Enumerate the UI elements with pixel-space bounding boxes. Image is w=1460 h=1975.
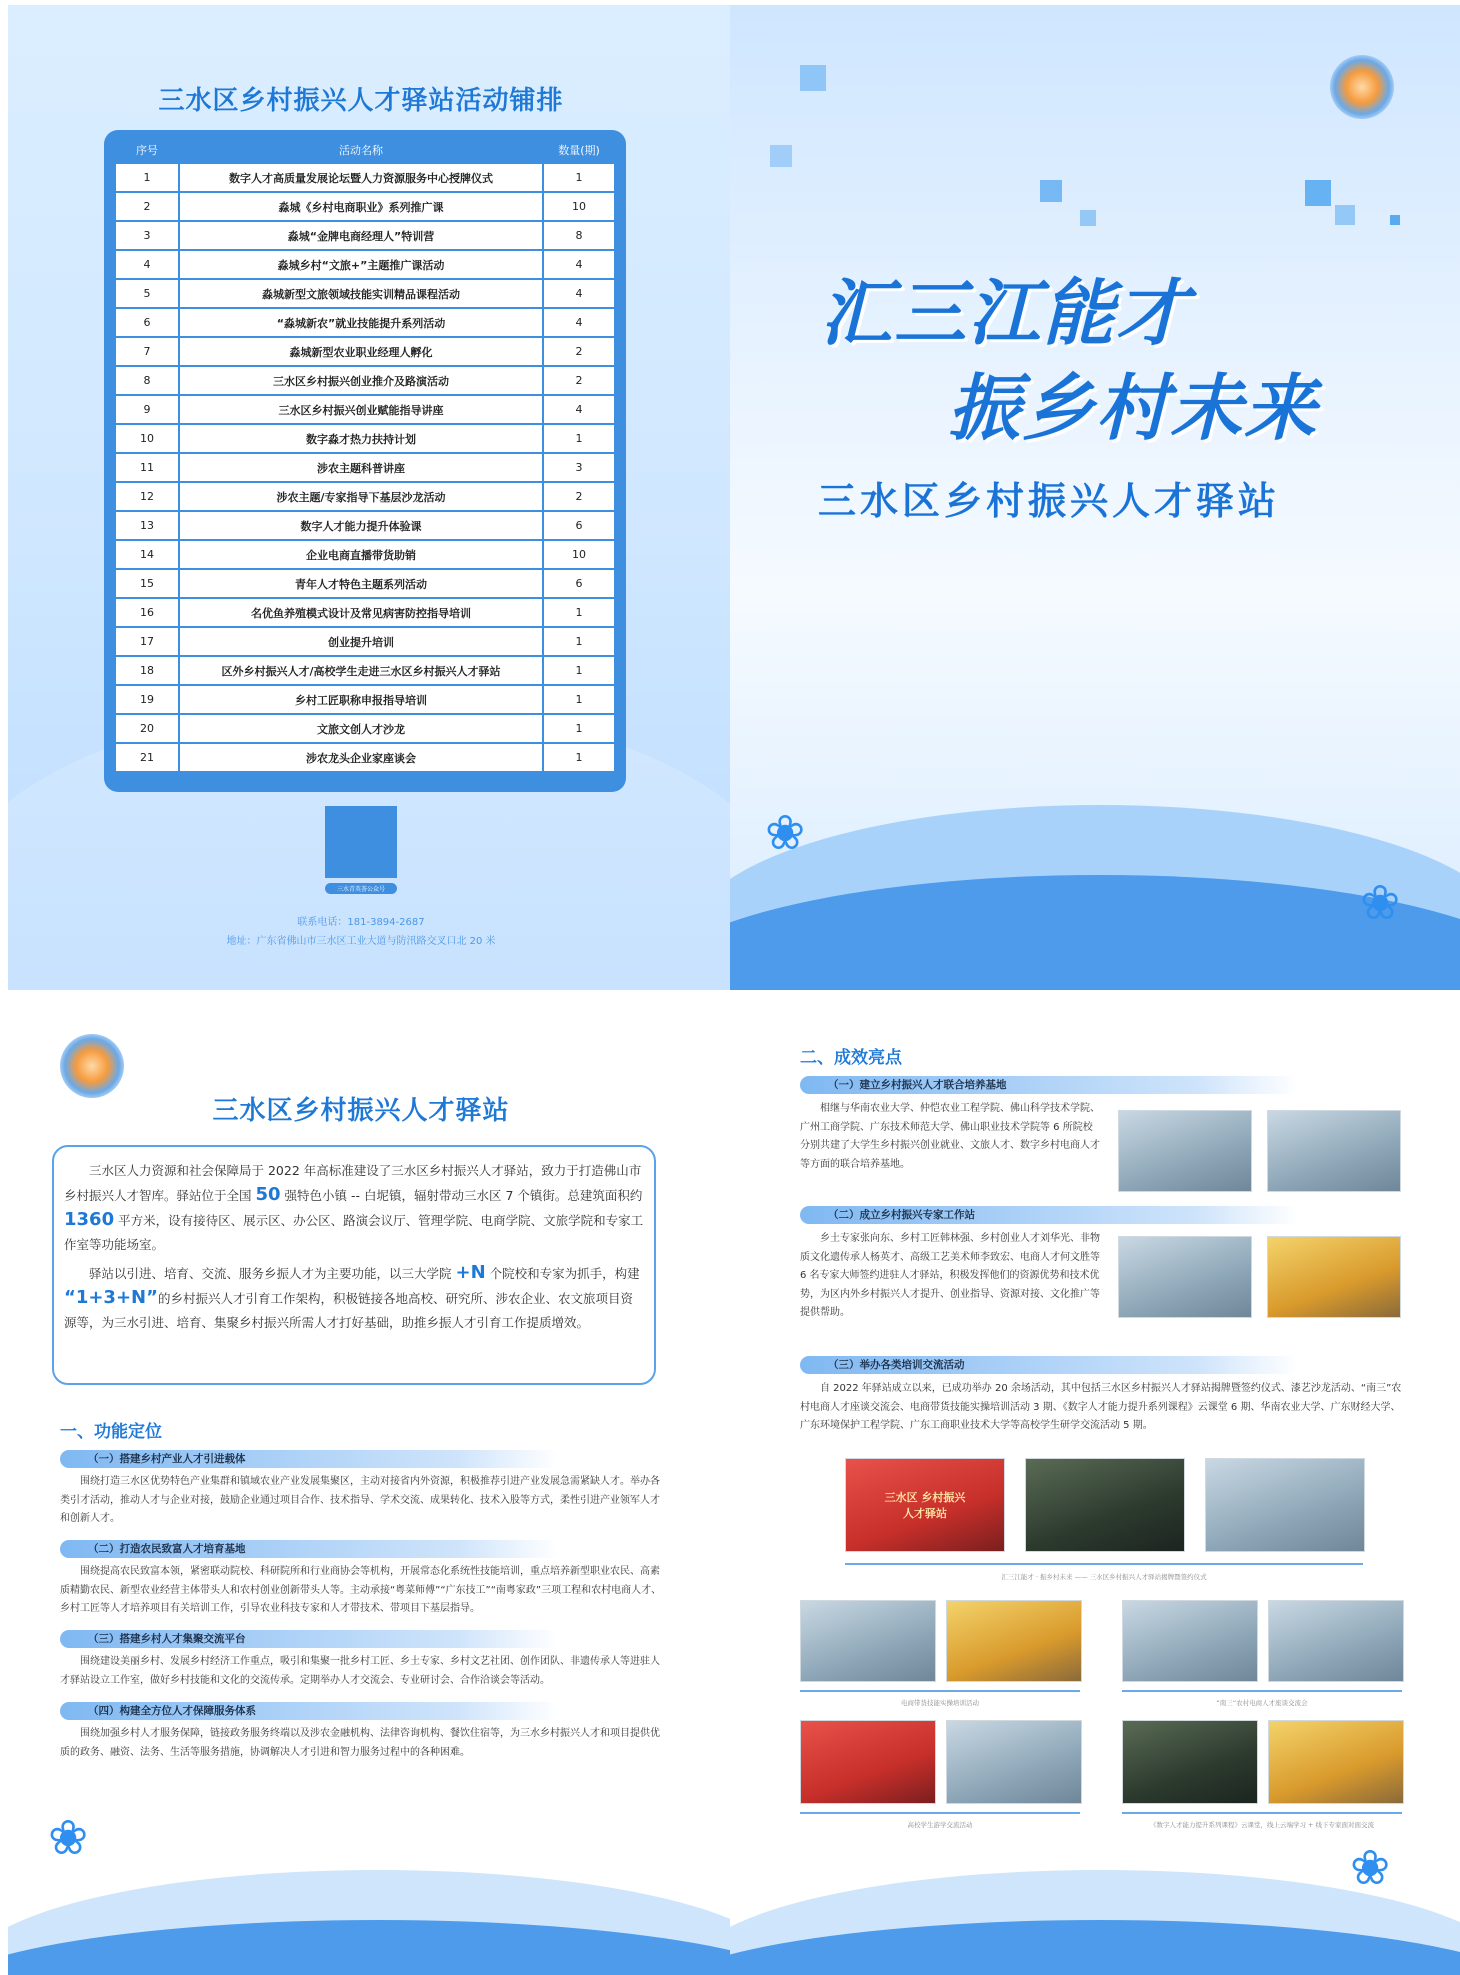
photo-caption: 电商带货技能实操培训活动 xyxy=(901,1699,979,1707)
activity-name: 企业电商直播带货助销 xyxy=(179,540,543,569)
activity-name: 区外乡村振兴人才/高校学生走进三水区乡村振兴人才驿站 xyxy=(179,656,543,685)
table-row xyxy=(115,395,615,424)
decor-square xyxy=(1335,205,1355,225)
highlight-model: “1+3+N” xyxy=(64,1287,158,1308)
activity-quantity: 10 xyxy=(543,540,615,569)
achievement-text: 自 2022 年驿站成立以来，已成功举办 20 余场活动，其中包括三水区乡村振兴人才驿站揭牌暨签约仪式、漆艺沙龙活动、“南三”农村电商人才座谈交流会、电商带货技能实操培训活动 3 期、《数字人才能力提升系列课程》云课堂 6 期、华南农业大学、广东财经大学、广东环境保护工程学院、广东工商职业技术大学等高校学生研学交流活动 5 期。 xyxy=(800,1383,1402,1431)
schedule-title: 三水区乡村振兴人才驿站活动铺排 xyxy=(158,86,564,116)
table-row xyxy=(115,569,615,598)
activity-quantity: 1 xyxy=(543,163,615,192)
highlight-number: +N xyxy=(455,1262,486,1283)
row-number: 12 xyxy=(115,482,179,511)
activity-name: 三水区乡村振兴创业推介及路演活动 xyxy=(179,366,543,395)
decor-square xyxy=(800,65,826,91)
cover-slogan-line1: 汇三江能才 xyxy=(820,271,1191,355)
photo-symposium-2 xyxy=(1268,1600,1404,1682)
activity-quantity: 1 xyxy=(543,714,615,743)
table-row xyxy=(115,221,615,250)
table-header-row xyxy=(115,138,615,163)
intro-text: 个院校和专家为抓手，构建 xyxy=(489,1266,640,1281)
function-text: 围绕打造三水区优势特色产业集群和镇域农业产业发展集聚区，主动对接省内外资源，积极推荐引进产业发展急需紧缺人才。举办各类引才活动，推动人才与企业对接，鼓励企业通过项目合作、技术指导、学术交流、成果转化、技术入股等方式，柔性引进产业领军人才和创新人才。 xyxy=(60,1476,660,1524)
photo-caption: 《数字人才能力提升系列课程》云课堂，线上云端学习 + 线下专家面对面交流 xyxy=(1149,1821,1375,1829)
function-subheading: （三）搭建乡村人才集聚交流平台 xyxy=(60,1630,558,1648)
row-number: 5 xyxy=(115,279,179,308)
logo-emblem-icon xyxy=(1330,55,1394,119)
row-number: 15 xyxy=(115,569,179,598)
intro-text: 三水区人力资源和社会保障局于 2022 年高标准建设了三水区乡村振兴人才驿站，致力于打造佛山市乡村振兴人才智库。驿站位于全国 xyxy=(64,1163,642,1203)
decor-square xyxy=(1040,180,1062,202)
activity-name: 淼城新型文旅领域技能实训精品课程活动 xyxy=(179,279,543,308)
photo-cloud-class-1 xyxy=(1122,1720,1258,1804)
achievement-text: 相继与华南农业大学、仲恺农业工程学院、佛山科学技术学院、广州工商学院、广东技术师范大学、佛山职业技术学院等 6 所院校分别共建了大学生乡村振兴创业就业、文旅人才、数字乡村电商人才等方面的联合培养基地。 xyxy=(800,1103,1100,1170)
table-row xyxy=(115,511,615,540)
activity-name: 数字人才高质量发展论坛暨人力资源服务中心授牌仪式 xyxy=(179,163,543,192)
activity-quantity: 1 xyxy=(543,656,615,685)
activity-quantity: 3 xyxy=(543,453,615,482)
table-row xyxy=(115,279,615,308)
photo-cloud-class-2 xyxy=(1268,1720,1404,1804)
intro-text: 驿站以引进、培育、交流、服务乡振人才为主要功能，以三大学院 xyxy=(89,1266,452,1281)
divider-line xyxy=(845,1563,1363,1565)
schedule-table-panel xyxy=(104,130,626,792)
activity-quantity: 4 xyxy=(543,279,615,308)
photo-signing xyxy=(1025,1458,1185,1552)
schedule-table xyxy=(114,138,616,773)
photo-ecommerce-training-1 xyxy=(800,1600,936,1682)
table-row xyxy=(115,308,615,337)
table-row xyxy=(115,250,615,279)
row-number: 6 xyxy=(115,308,179,337)
divider-line xyxy=(800,1690,1080,1692)
activity-name: 淼城“金牌电商经理人”特训营 xyxy=(179,221,543,250)
activity-quantity: 1 xyxy=(543,598,615,627)
function-text: 围绕提高农民致富本领，紧密联动院校、科研院所和行业商协会等机构，开展常态化系统性技能培训，重点培养新型职业农民、高素质精勤农民、新型农业经营主体带头人和农村创业创新带头人等。主动承接“粤菜师傅”“广东技工”“南粤家政”三项工程和农村电商人才、乡村工匠等人才培养项目有关培训工作，引导农业科技专家和人才带技术、带项目下基层指导。 xyxy=(60,1566,662,1614)
table-row xyxy=(115,192,615,221)
activity-quantity: 6 xyxy=(543,569,615,598)
contact-block xyxy=(0,913,722,951)
highlight-number: 50 xyxy=(255,1184,281,1205)
row-number: 4 xyxy=(115,250,179,279)
activity-name: 涉农主题/专家指导下基层沙龙活动 xyxy=(179,482,543,511)
table-row xyxy=(115,743,615,772)
row-number: 21 xyxy=(115,743,179,772)
intro-text: 强特色小镇 -- 白坭镇，辐射带动三水区 7 个镇街。总建筑面积约 xyxy=(284,1188,643,1203)
activity-quantity: 2 xyxy=(543,482,615,511)
achievement-subheading: （一）建立乡村振兴人才联合培养基地 xyxy=(800,1076,1298,1094)
divider-line xyxy=(1122,1690,1402,1692)
function-text: 围绕加强乡村人才服务保障，链接政务服务终端以及涉农金融机构、法律咨询机构、餐饮住宿等，为三水乡村振兴人才和项目提供优质的政务、融资、法务、生活等服务措施，协调解决人才引进和智力服务过程中的各种困难。 xyxy=(60,1728,660,1758)
decor-square xyxy=(770,145,792,167)
cover-slogan-line2: 振乡村未来 xyxy=(948,366,1319,450)
intro-text: 的乡村振兴人才引育工作架构，积极链接各地高校、研究所、涉农企业、农文旅项目资源等，为三水引进、培育、集聚乡村振兴所需人才打好基础，助推乡振人才引育工作提质增效。 xyxy=(64,1291,633,1330)
lotus-flower-icon: ❀ xyxy=(765,805,806,861)
header-activity: 活动名称 xyxy=(339,144,383,157)
table-row xyxy=(115,163,615,192)
activity-quantity: 1 xyxy=(543,743,615,772)
activity-quantity: 8 xyxy=(543,221,615,250)
decor-square xyxy=(1390,215,1400,225)
row-number: 14 xyxy=(115,540,179,569)
lotus-flower-icon: ❀ xyxy=(48,1810,89,1866)
functions-heading: 一、功能定位 xyxy=(60,1422,162,1442)
activity-quantity: 1 xyxy=(543,424,615,453)
achievement-subheading: （二）成立乡村振兴专家工作站 xyxy=(800,1206,1298,1224)
activity-name: 淼城《乡村电商职业》系列推广课 xyxy=(179,192,543,221)
table-row xyxy=(115,540,615,569)
activity-name: “淼城新农”就业技能提升系列活动 xyxy=(179,308,543,337)
table-row xyxy=(115,424,615,453)
divider-line xyxy=(800,1812,1080,1814)
row-number: 7 xyxy=(115,337,179,366)
header-no: 序号 xyxy=(136,144,158,157)
achievement-text: 乡土专家张向东、乡村工匠韩林强、乡村创业人才刘华光、非物质文化遗传承人杨英才、高级工艺美术师李致宏、电商人才何文胜等 6 名专家大师签约进驻人才驿站，积极发挥他们的资源优势和技术优势，为区内外乡村振兴人才提升、创业指导、资源对接、文化推广等提供帮助。 xyxy=(800,1233,1100,1318)
table-row xyxy=(115,366,615,395)
intro-paragraph-1 xyxy=(54,1147,654,1257)
activity-name: 乡村工匠职称申报指导培训 xyxy=(179,685,543,714)
intro-box xyxy=(52,1145,656,1385)
activity-quantity: 4 xyxy=(543,395,615,424)
row-number: 9 xyxy=(115,395,179,424)
intro-text: 平方米，设有接待区、展示区、办公区、路演会议厅、管理学院、电商学院、文旅学院和专家工作室等功能场室。 xyxy=(64,1213,644,1252)
decor-square xyxy=(1080,210,1096,226)
contact-phone: 联系电话：181-3894-2687 xyxy=(297,917,425,928)
activity-name: 三水区乡村振兴创业赋能指导讲座 xyxy=(179,395,543,424)
contact-address: 地址：广东省佛山市三水区工业大道与防汛路交叉口北 20 米 xyxy=(226,936,496,947)
photo-expert-station-2 xyxy=(1267,1236,1401,1318)
function-subheading: （二）打造农民致富人才培育基地 xyxy=(60,1540,558,1558)
achievements-heading: 二、成效亮点 xyxy=(800,1048,902,1068)
row-number: 18 xyxy=(115,656,179,685)
table-row xyxy=(115,685,615,714)
row-number: 13 xyxy=(115,511,179,540)
highlight-number: 1360 xyxy=(64,1209,115,1230)
table-row xyxy=(115,482,615,511)
activity-name: 创业提升培训 xyxy=(179,627,543,656)
activity-name: 涉农主题科普讲座 xyxy=(179,453,543,482)
photo-symposium-1 xyxy=(1122,1600,1258,1682)
table-row xyxy=(115,714,615,743)
activity-name: 青年人才特色主题系列活动 xyxy=(179,569,543,598)
row-number: 20 xyxy=(115,714,179,743)
header-qty: 数量(期) xyxy=(558,144,600,157)
photo-caption: “南三”农村电商人才座谈交流会 xyxy=(1216,1699,1308,1707)
function-subheading: （一）搭建乡村产业人才引进载体 xyxy=(60,1450,558,1468)
photo-ecommerce-training-2 xyxy=(946,1600,1082,1682)
table-row xyxy=(115,337,615,366)
photo-banner-text: 三水区 乡村振兴人才驿站 xyxy=(884,1491,966,1520)
activity-name: 文旅文创人才沙龙 xyxy=(179,714,543,743)
activity-quantity: 1 xyxy=(543,685,615,714)
photo-partner-base-2 xyxy=(1267,1110,1401,1192)
qr-caption: 三水青英荟公众号 xyxy=(325,883,397,894)
intro-title: 三水区乡村振兴人才驿站 xyxy=(212,1096,510,1126)
photo-student-study-1 xyxy=(800,1720,936,1804)
activity-quantity: 2 xyxy=(543,366,615,395)
row-number: 19 xyxy=(115,685,179,714)
lotus-flower-icon: ❀ xyxy=(1360,875,1401,931)
row-number: 2 xyxy=(115,192,179,221)
activity-name: 淼城新型农业职业经理人孵化 xyxy=(179,337,543,366)
activity-quantity: 10 xyxy=(543,192,615,221)
function-text: 围绕建设美丽乡村、发展乡村经济工作重点，吸引和集聚一批乡村工匠、乡土专家、乡村文艺社团、创作团队、非遗传承人等进驻人才驿站设立工作室，做好乡村技能和文化的交流传承。定期举办人才交流会、专业研讨会、合作洽谈会等活动。 xyxy=(60,1656,660,1686)
photo-caption: 汇三江能才 · 振乡村未来 —— 三水区乡村振兴人才驿站揭牌暨签约仪式 xyxy=(1001,1573,1207,1581)
table-row xyxy=(115,598,615,627)
row-number: 16 xyxy=(115,598,179,627)
cover-subtitle: 三水区乡村振兴人才驿站 xyxy=(818,479,1281,523)
photo-partner-base-1 xyxy=(1118,1110,1252,1192)
activity-quantity: 4 xyxy=(543,250,615,279)
logo-emblem-icon xyxy=(60,1034,124,1098)
achievement-subheading: （三）举办各类培训交流活动 xyxy=(800,1356,1298,1374)
photo-expert-station-1 xyxy=(1118,1236,1252,1318)
activity-name: 数字淼才热力扶持计划 xyxy=(179,424,543,453)
activity-name: 淼城乡村“文旅+”主题推广课活动 xyxy=(179,250,543,279)
row-number: 10 xyxy=(115,424,179,453)
activity-name: 数字人才能力提升体验课 xyxy=(179,511,543,540)
row-number: 1 xyxy=(115,163,179,192)
activity-quantity: 6 xyxy=(543,511,615,540)
photo-caption: 高校学生游学交流活动 xyxy=(907,1821,973,1829)
photo-unveiling-ceremony xyxy=(845,1458,1005,1552)
activity-quantity: 1 xyxy=(543,627,615,656)
table-row xyxy=(115,627,615,656)
lotus-flower-icon: ❀ xyxy=(1350,1840,1391,1896)
function-subheading: （四）构建全方位人才保障服务体系 xyxy=(60,1702,558,1720)
photo-student-study-2 xyxy=(946,1720,1082,1804)
photo-visit xyxy=(1205,1458,1365,1552)
table-row xyxy=(115,656,615,685)
row-number: 8 xyxy=(115,366,179,395)
activity-name: 名优鱼养殖模式设计及常见病害防控指导培训 xyxy=(179,598,543,627)
row-number: 3 xyxy=(115,221,179,250)
activity-quantity: 4 xyxy=(543,308,615,337)
row-number: 11 xyxy=(115,453,179,482)
activity-quantity: 2 xyxy=(543,337,615,366)
table-row xyxy=(115,453,615,482)
divider-line xyxy=(1122,1812,1402,1814)
intro-paragraph-2 xyxy=(54,1261,654,1335)
decor-square xyxy=(1305,180,1331,206)
activity-name: 涉农龙头企业家座谈会 xyxy=(179,743,543,772)
qr-code-icon xyxy=(325,806,397,878)
row-number: 17 xyxy=(115,627,179,656)
